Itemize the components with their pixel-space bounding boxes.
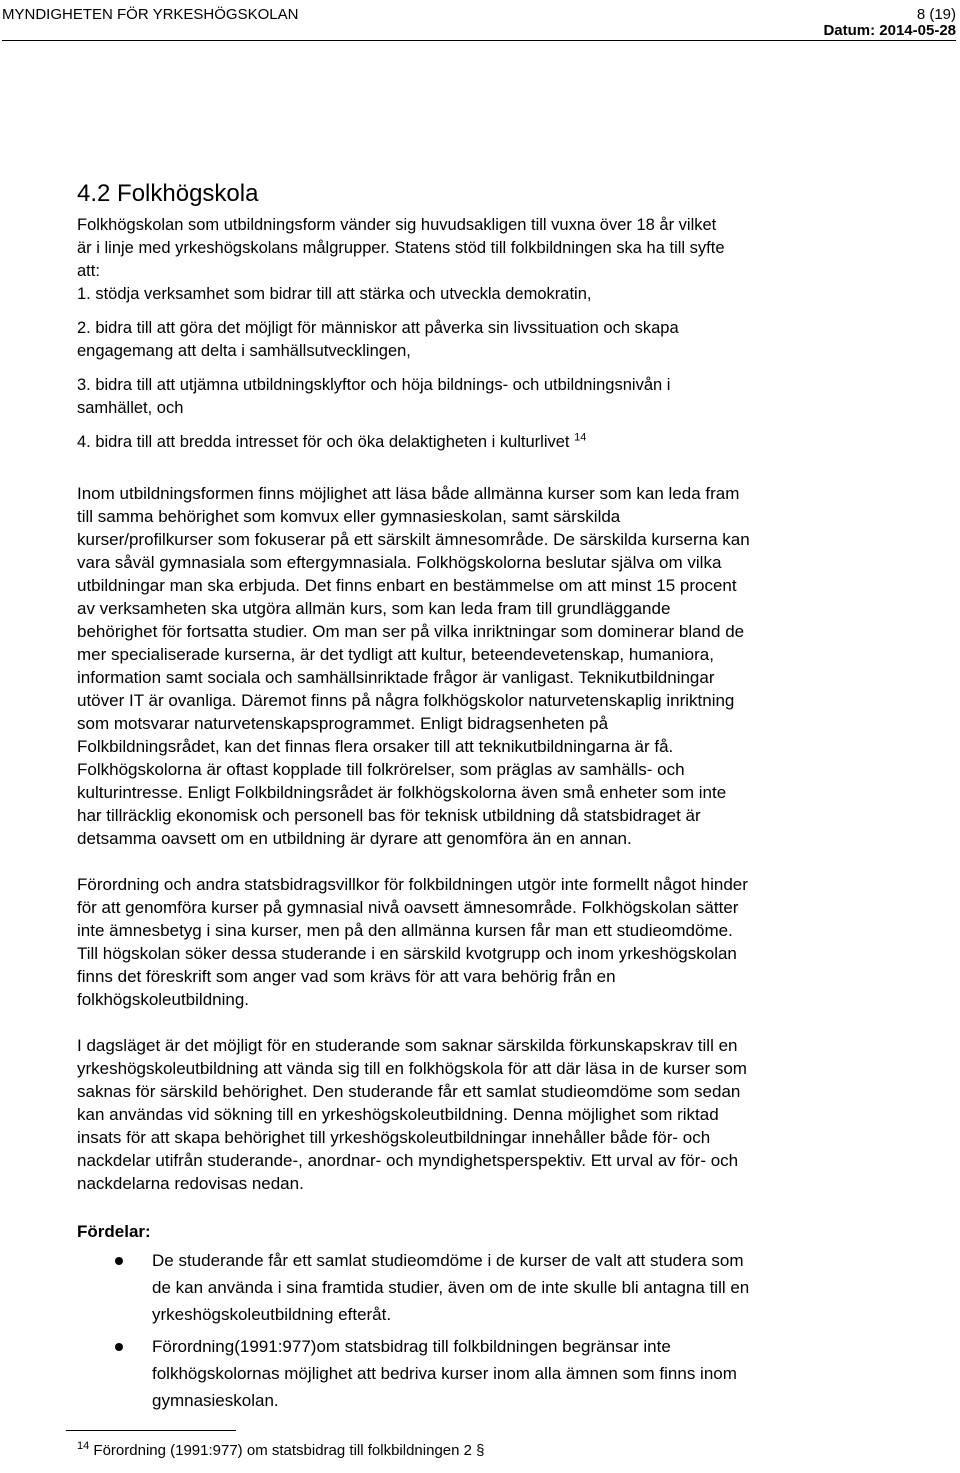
list-item-4-text: 4. bidra till att bredda intresset för och öka delaktigheten i kulturlivet xyxy=(77,433,570,451)
list-item-2: 2. bidra till att göra det möjligt för människor att påverka sin livssituation och skapa xyxy=(77,319,679,337)
paragraph-current-situation xyxy=(77,1034,877,1195)
text-line: saknas för särskild behörighet. Den studerande får ett samlat studieomdöme som sedan xyxy=(77,1082,741,1101)
text-line: Folkbildningsrådet, kan det finnas flera orsaker till att teknikutbildningarna är få. xyxy=(77,737,674,756)
text-line: gymnasieskolan. xyxy=(152,1391,279,1410)
text-line: nackdelar utifrån studerande-, anordnar- och myndighetsperspektiv. Ett urval av för- och xyxy=(77,1151,739,1170)
text-line: för att genomföra kurser på gymnasial nivå oavsett ämnesområde. Folkhögskolan sätter xyxy=(77,898,739,917)
footnote-divider xyxy=(66,1430,236,1431)
list-item-3: 3. bidra till att utjämna utbildningsklyftor och höja bildnings- och utbildningsnivån i xyxy=(77,376,671,394)
text-line: I dagsläget är det möjligt för en studerande som saknar särskilda förkunskapskrav till en xyxy=(77,1036,738,1055)
text-line: De studerande får ett samlat studieomdöme i de kurser de valt att studera som xyxy=(152,1251,744,1270)
footnote-text: Förordning (1991:977) om statsbidrag till folkbildningen 2 § xyxy=(93,1442,485,1459)
bullet-icon xyxy=(115,1343,123,1351)
text-line: yrkeshögskoleutbildning efteråt. xyxy=(152,1305,392,1324)
header-date: Datum: 2014-05-28 xyxy=(823,22,956,39)
text-line: av verksamheten ska utgöra allmän kurs, som kan leda fram till grundläggande xyxy=(77,599,671,618)
intro-line: är i linje med yrkeshögskolans målgrupper. Statens stöd till folkbildningen ska ha till syfte xyxy=(77,239,725,257)
paragraph-regulation xyxy=(77,873,877,1011)
page-header xyxy=(2,0,956,41)
text-line: vara såväl gymnasiala som eftergymnasiala. Folkhögskolorna beslutar själva om vilka xyxy=(77,553,722,572)
list-item-1: 1. stödja verksamhet som bidrar till att stärka och utveckla demokratin, xyxy=(77,285,592,303)
text-line: utbildningar man ska erbjuda. Det finns enbart en bestämmelse om att minst 15 procent xyxy=(77,576,737,595)
text-line: finns det föreskrift som anger vad som krävs för att vara behörig från en xyxy=(77,967,616,986)
advantages-list xyxy=(77,1247,877,1414)
intro-line: att: xyxy=(77,262,100,280)
footnote-ref: 14 xyxy=(574,431,587,444)
footnote-number: 14 xyxy=(77,1440,90,1452)
text-line: yrkeshögskoleutbildning att vända sig till en folkhögskola för att där läsa in de kurser som xyxy=(77,1059,747,1078)
list-item-3-cont: samhället, och xyxy=(77,399,184,417)
text-line: Till högskolan söker dessa studerande i en särskild kvotgrupp och inom yrkeshögskolan xyxy=(77,944,737,963)
header-organization: MYNDIGHETEN FÖR YRKESHÖGSKOLAN xyxy=(2,6,299,23)
text-line: som motsvarar naturvetenskapsprogrammet. Enligt bidragsenheten på xyxy=(77,714,609,733)
text-line: mer specialiserade kurserna, är det tydligt att kultur, beteendevetenskap, humaniora, xyxy=(77,645,714,664)
header-page-number: 8 (19) xyxy=(916,6,956,23)
list-item-4 xyxy=(77,431,877,454)
text-line: utöver IT är ovanliga. Däremot finns på några folkhögskolor naturvetenskaplig inriktning xyxy=(77,691,735,710)
section-title: 4.2 Folkhögskola xyxy=(77,180,259,207)
numbered-list xyxy=(77,283,877,454)
bullet-icon xyxy=(115,1257,123,1265)
text-line: folkhögskolornas möjlighet att bedriva kurser inom alla ämnen som finns inom xyxy=(152,1364,737,1383)
text-line: inte ämnesbetyg i sina kurser, men på den allmänna kursen får man ett studieomdöme. xyxy=(77,921,733,940)
list-item xyxy=(77,1333,877,1414)
text-line: information samt sociala och samhällsinriktade frågor är vanligast. Teknikutbildningar xyxy=(77,668,715,687)
text-line: till samma behörighet som komvux eller gymnasieskolan, samt särskilda xyxy=(77,507,621,526)
footnote xyxy=(77,1441,484,1461)
text-line: har tillräcklig ekonomisk och personell bas för teknisk utbildning då statsbidraget är xyxy=(77,806,701,825)
text-line: de kan använda i sina framtida studier, även om de inte skulle bli antagna till en xyxy=(152,1278,750,1297)
text-line: folkhögskoleutbildning. xyxy=(77,990,250,1009)
text-line: kan användas vid sökning till en yrkeshögskoleutbildning. Denna möjlighet som riktad xyxy=(77,1105,719,1124)
text-line: kulturintresse. Enligt Folkbildningsrådet är folkhögskolorna även små enheter som inte xyxy=(77,783,727,802)
text-line: nackdelarna redovisas nedan. xyxy=(77,1174,304,1193)
text-line: behörighet för fortsatta studier. Om man ser på vilka inriktningar som dominerar bland de xyxy=(77,622,745,641)
text-line: Folkhögskolorna är oftast kopplade till folkrörelser, som präglas av samhälls- och xyxy=(77,760,685,779)
list-item xyxy=(77,1247,877,1328)
advantages-heading: Fördelar: xyxy=(77,1222,151,1241)
text-line: detsamma oavsett om en utbildning är dyrare att genomföra än en annan. xyxy=(77,829,632,848)
main-content xyxy=(77,180,877,1419)
paragraph-courses xyxy=(77,482,877,850)
text-line: Förordning och andra statsbidragsvillkor för folkbildningen utgör inte formellt något hinder xyxy=(77,875,748,894)
intro-line: Folkhögskolan som utbildningsform vänder sig huvudsakligen till vuxna över 18 år vilket xyxy=(77,216,717,234)
list-item-2-cont: engagemang att delta i samhällsutvecklingen, xyxy=(77,342,411,360)
text-line: Förordning(1991:977)om statsbidrag till folkbildningen begränsar inte xyxy=(152,1337,671,1356)
text-line: Inom utbildningsformen finns möjlighet att läsa både allmänna kurser som kan leda fram xyxy=(77,484,740,503)
text-line: insats för att skapa behörighet till yrkeshögskoleutbildningar innehåller både för- och xyxy=(77,1128,711,1147)
intro-paragraph xyxy=(77,214,877,283)
text-line: kurser/profilkurser som fokuserar på ett särskilt ämnesområde. De särskilda kurserna kan xyxy=(77,530,750,549)
